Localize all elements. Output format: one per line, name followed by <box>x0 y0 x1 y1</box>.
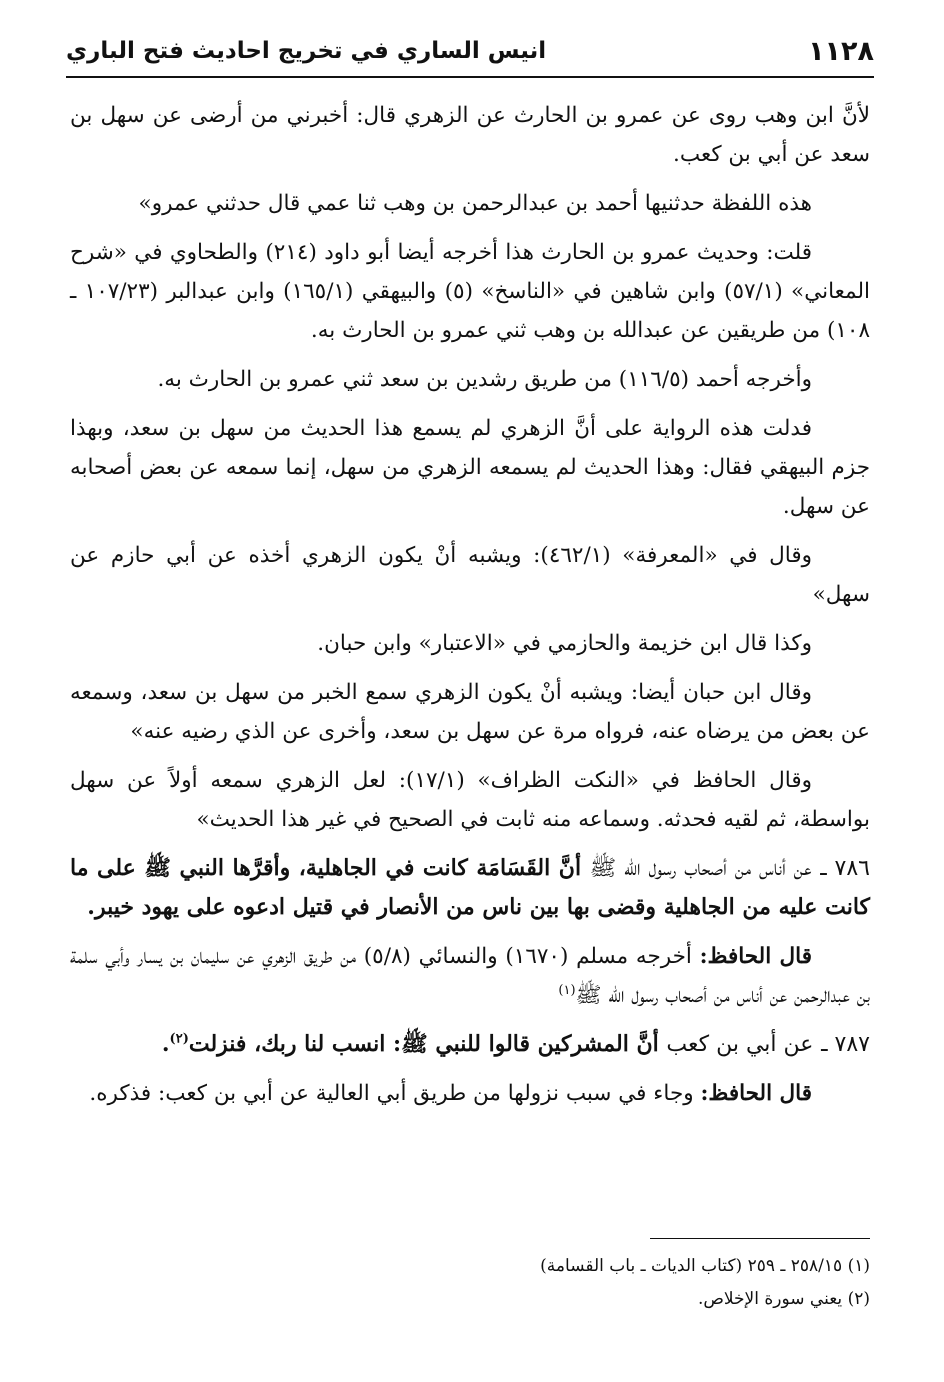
paragraph: وقال الحافظ في «النكت الظراف» (١٧/١): لعل الزهري سمعه أولاً عن سهل بواسطة، ثم لقيه فحدثه. وسماعه منه ثابت في الصحيح في غير هذا الحديث» <box>70 768 870 832</box>
page-header <box>66 26 874 78</box>
hafiz-text: وجاء في سبب نزولها من طريق أبي العالية عن أبي بن كعب: فذكره. <box>89 1081 694 1106</box>
hafiz-lead: قال الحافظ: <box>700 1081 812 1106</box>
page-number: ١١٢٨ <box>808 36 874 67</box>
hadith-narrator: عن أبي بن كعب <box>666 1032 814 1057</box>
hafiz-lead: قال الحافظ: <box>699 944 813 969</box>
footnote-marker: (١) <box>847 1256 870 1276</box>
hafiz-text: أخرجه مسلم (١٦٧٠) والنسائي (٥/٨) من طريق الزهري عن سليمان بن يسار وأبي سلمة بن عبدالرحمن عن أناس من أصحاب رسول الله ﷺ <box>70 944 870 1008</box>
hadith-narrator: عن أناس من أصحاب رسول الله ﷺ <box>589 856 812 881</box>
paragraph: لأنَّ ابن وهب روى عن عمرو بن الحارث عن الزهري قال: أخبرني من أرضى عن سهل بن سعد عن أبي بن كعب. <box>70 103 870 167</box>
footnote-item <box>70 1283 870 1316</box>
footnote-ref[interactable]: (٢) <box>169 1031 189 1047</box>
hadith-787 <box>70 1025 870 1064</box>
footnotes <box>70 1250 870 1316</box>
hafiz-comment-786 <box>70 937 870 1015</box>
paragraph: وكذا قال ابن خزيمة والحازمي في «الاعتبار» وابن حبان. <box>317 631 812 656</box>
paragraph: وأخرجه أحمد (١١٦/٥) من طريق رشدين بن سعد ثني عمرو بن الحارث به. <box>157 367 812 392</box>
running-title: انيس الساري في تخريج احاديث فتح الباري <box>66 38 547 64</box>
hadith-text: أنَّ المشركين قالوا للنبي ﷺ: انسب لنا ربك، فنزلت <box>188 1031 659 1057</box>
footnote-divider <box>650 1238 870 1239</box>
paragraph: هذه اللفظة حدثنيها أحمد بن عبدالرحمن بن وهب ثنا عمي قال حدثني عمرو» <box>138 191 812 216</box>
paragraph: قلت: وحديث عمرو بن الحارث هذا أخرجه أيضا أبو داود (٢١٤) والطحاوي في «شرح المعاني» (٥٧/١) وابن شاهين في «الناسخ» (٥) والبيهقي (١٦٥/١) وابن عبدالبر (١٠٧/٢٣ ـ ١٠٨) من طريقين عن عبدالله بن وهب ثني عمرو بن الحارث به. <box>70 240 870 343</box>
paragraph: فدلت هذه الرواية على أنَّ الزهري لم يسمع هذا الحديث من سهل بن سعد، وبهذا جزم البيهقي فقال: وهذا الحديث لم يسمعه الزهري من سهل، إنما سمعه عن بعض أصحابه عن سهل. <box>70 416 870 519</box>
footnote-text: ٢٥٨/١٥ ـ ٢٥٩ (كتاب الديات ـ باب القسامة) <box>540 1256 843 1276</box>
hadith-end: . <box>161 1031 170 1057</box>
paragraph: وقال ابن حبان أيضا: ويشبه أنْ يكون الزهري سمع الخبر من سهل بن سعد، وسمعه عن بعض من يرضاه عنه، فرواه مرة عن سهل بن سعد، وأخرى عن الذي رضيه عنه» <box>70 680 870 744</box>
footnote-marker: (٢) <box>847 1289 870 1309</box>
footnote-item <box>70 1250 870 1283</box>
paragraph: وقال في «المعرفة» (٤٦٢/١): ويشبه أنْ يكون الزهري أخذه عن أبي حازم عن سهل» <box>70 543 870 607</box>
hadith-number: ٧٨٧ ـ <box>821 1032 870 1057</box>
hafiz-comment-787 <box>70 1074 870 1113</box>
footnote-text: يعني سورة الإخلاص. <box>697 1289 843 1309</box>
hadith-number: ٧٨٦ ـ <box>820 856 870 881</box>
page-body <box>70 96 870 1123</box>
hadith-786 <box>70 849 870 927</box>
footnote-ref[interactable]: (١) <box>558 982 576 998</box>
hadith-text: أنَّ القَسَامَة كانت في الجاهلية، وأقرَّها النبي ﷺ على ما كانت عليه من الجاهلية وقضى بها بين ناس من الأنصار في قتيل ادعوه على يهود خيبر. <box>70 855 870 920</box>
